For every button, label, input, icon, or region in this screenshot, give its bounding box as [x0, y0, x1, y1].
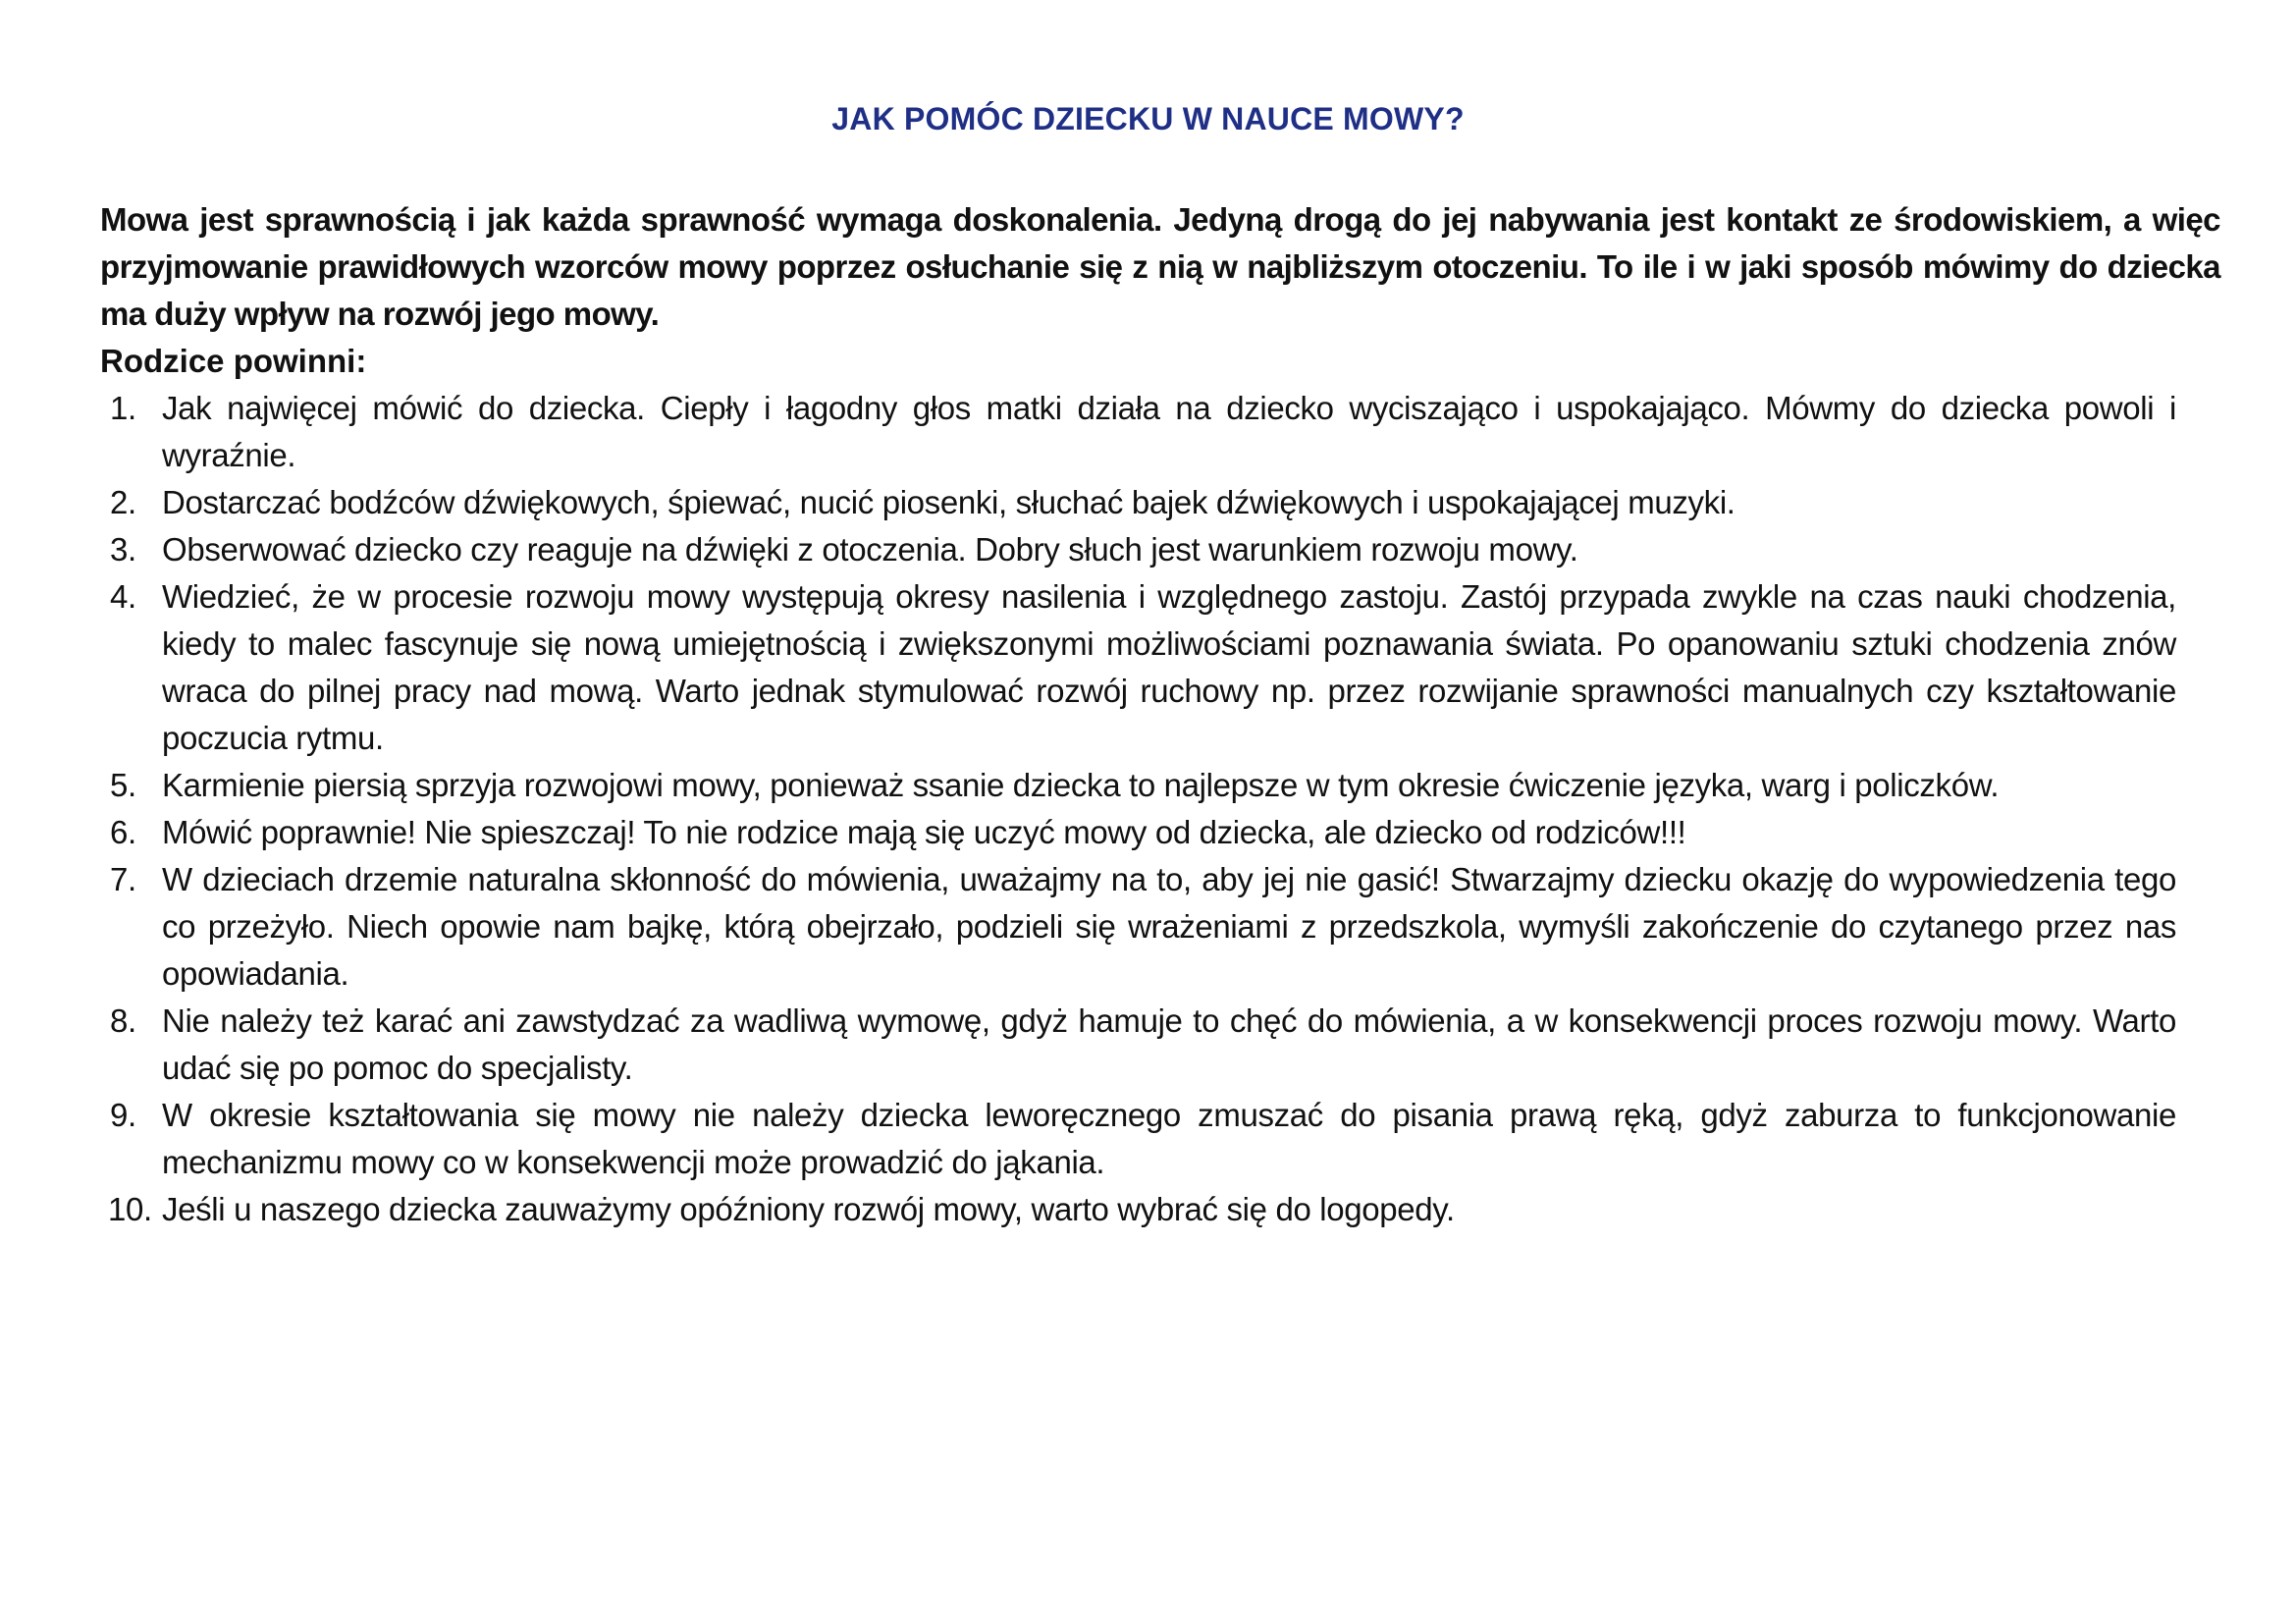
list-item — [100, 1092, 2176, 1186]
intro-paragraph: Mowa jest sprawnością i jak każda sprawność wymaga doskonalenia. Jedyną drogą do jej nabywania jest kontakt ze środowiskiem, a więc przyjmowanie prawidłowych wzorców mowy poprzez osłuchanie się z nią w najbliższym otoczeniu. To ile i w jaki sposób mówimy do dziecka ma duży wpływ na rozwój jego mowy. — [100, 201, 2220, 332]
parents-should-heading: Rodzice powinni: — [100, 343, 367, 379]
list-item-number: 2. — [110, 484, 136, 520]
list-item-number: 10. — [108, 1191, 152, 1227]
list-item — [100, 573, 2176, 762]
list-item — [100, 856, 2176, 998]
list-item-text: Karmienie piersią sprzyja rozwojowi mowy, ponieważ ssanie dziecka to najlepsze w tym okresie ćwiczenie języka, warg i policzków. — [162, 767, 2000, 803]
list-item-number: 5. — [110, 767, 136, 803]
list-item — [100, 998, 2176, 1092]
list-item — [100, 526, 2176, 573]
list-item-number: 6. — [110, 814, 136, 850]
document-title: JAK POMÓC DZIECKU W NAUCE MOWY? — [831, 101, 1465, 136]
list-item-number: 3. — [110, 531, 136, 568]
list-item-number: 4. — [110, 578, 136, 615]
list-item-text: Nie należy też karać ani zawstydzać za wadliwą wymowę, gdyż hamuje to chęć do mówienia, a w konsekwencji proces rozwoju mowy. Warto udać się po pomoc do specjalisty. — [162, 1002, 2176, 1086]
list-item-text: Obserwować dziecko czy reaguje na dźwięki z otoczenia. Dobry słuch jest warunkiem rozwoju mowy. — [162, 531, 1578, 568]
list-item-text: Dostarczać bodźców dźwiękowych, śpiewać, nucić piosenki, słuchać bajek dźwiękowych i uspokajającej muzyki. — [162, 484, 1735, 520]
list-item-number: 9. — [110, 1097, 136, 1133]
list-item-number: 7. — [110, 861, 136, 897]
list-item-number: 1. — [110, 390, 136, 426]
list-item-number: 8. — [110, 1002, 136, 1039]
list-item — [100, 385, 2176, 479]
list-item — [100, 1186, 2176, 1233]
list-item-text: Wiedzieć, że w procesie rozwoju mowy występują okresy nasilenia i względnego zastoju. Zastój przypada zwykle na czas nauki chodzenia, kiedy to malec fascynuje się nową umiejętnością i zwiększonymi możliwościami poznawania świata. Po opanowaniu sztuki chodzenia znów wraca do pilnej pracy nad mową. Warto jednak stymulować rozwój ruchowy np. przez rozwijanie sprawności manualnych czy kształtowanie poczucia rytmu. — [162, 578, 2176, 756]
list-item-text: Jeśli u naszego dziecka zauważymy opóźniony rozwój mowy, warto wybrać się do logopedy. — [162, 1191, 1455, 1227]
list-item-text: W okresie kształtowania się mowy nie należy dziecka leworęcznego zmuszać do pisania prawą ręką, gdyż zaburza to funkcjonowanie mechanizmu mowy co w konsekwencji może prowadzić do jąkania. — [162, 1097, 2176, 1180]
list-item-text: W dzieciach drzemie naturalna skłonność do mówienia, uważajmy na to, aby jej nie gasić! Stwarzajmy dziecku okazję do wypowiedzenia tego co przeżyło. Niech opowie nam bajkę, którą obejrzało, podzieli się wrażeniami z przedszkola, wymyśli zakończenie do czytanego przez nas opowiadania. — [162, 861, 2176, 992]
list-item-text: Mówić poprawnie! Nie spieszczaj! To nie rodzice mają się uczyć mowy od dziecka, ale dziecko od rodziców!!! — [162, 814, 1686, 850]
list-item-text: Jak najwięcej mówić do dziecka. Ciepły i łagodny głos matki działa na dziecko wyciszająco i uspokajająco. Mówmy do dziecka powoli i wyraźnie. — [162, 390, 2176, 473]
list-item — [100, 479, 2176, 526]
advice-list — [100, 385, 2176, 1233]
list-item — [100, 809, 2176, 856]
list-item — [100, 762, 2176, 809]
